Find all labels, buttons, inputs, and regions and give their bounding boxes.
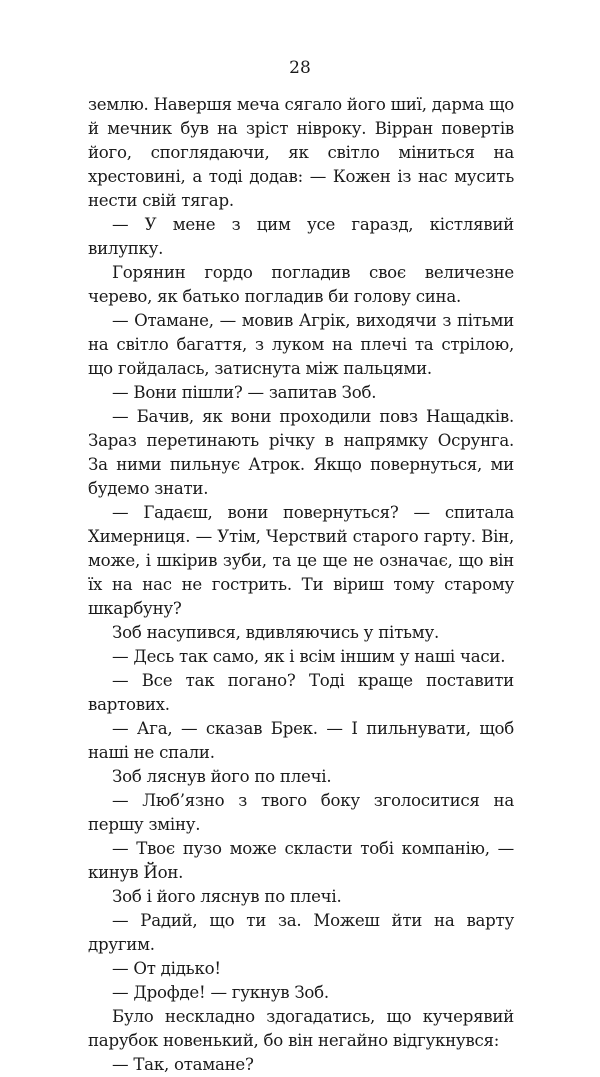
paragraph-16: — Радий, що ти за. Можеш йти на варту другим. <box>88 911 514 954</box>
paragraph-3: Горянин гордо погладив своє величезне черево, як батько погладив би голову сина. <box>88 263 514 306</box>
paragraph-15: Зоб і його ляснув по плечі. <box>112 887 342 906</box>
page-number: 28 <box>289 58 311 78</box>
paragraph-4: — Отамане, — мовив Агрік, виходячи з пітьми на світло багаття, з луком на плечі та стрілою, що гойдалась, затиснута між пальцями. <box>88 311 514 378</box>
paragraph-17: — От дідько! <box>112 959 221 978</box>
body-text <box>88 93 514 1077</box>
paragraph-11: — Ага, — сказав Брек. — І пильнувати, щоб наші не спали. <box>88 719 514 762</box>
paragraph-6: — Бачив, як вони проходили повз Нащадків. Зараз перетинають річку в напрямку Осрунга. За ними пильнує Атрок. Якщо повернуться, ми будемо знати. <box>88 407 514 498</box>
paragraph-10: — Все так погано? Тоді краще поставити вартових. <box>88 671 514 714</box>
paragraph-19: Було нескладно здогадатись, що кучерявий парубок новенький, бо він негайно відгукнувся: <box>88 1007 514 1050</box>
paragraph-9: — Десь так само, як і всім іншим у наші часи. <box>112 647 506 666</box>
paragraph-14: — Твоє пузо може скласти тобі компанію, — кинув Йон. <box>88 839 514 882</box>
paragraph-13: — Люб’язно з твого боку зголоситися на першу зміну. <box>88 791 514 834</box>
paragraph-20: — Так, отамане? <box>112 1055 254 1074</box>
paragraph-8: Зоб насупився, вдивляючись у пітьму. <box>112 623 439 642</box>
paragraph-1: землю. Навершя меча сягало його шиї, дарма що й мечник був на зріст нівроку. Вірран повертів його, споглядаючи, як світло міниться на хрестовині, а тоді додав: — Кожен із нас мусить нести свій тягар. <box>88 95 514 210</box>
paragraph-12: Зоб ляснув його по плечі. <box>112 767 332 786</box>
paragraph-2: — У мене з цим усе гаразд, кістлявий вилупку. <box>88 215 514 258</box>
paragraph-18: — Дрофде! — гукнув Зоб. <box>112 983 329 1002</box>
paragraph-5: — Вони пішли? — запитав Зоб. <box>112 383 377 402</box>
paragraph-7: — Гадаєш, вони повернуться? — спитала Химерниця. — Утім, Черствий старого гарту. Він, може, і шкірив зуби, та це ще не означає, що він їх на нас не гострить. Ти віриш тому старому шкарбуну? <box>88 503 514 618</box>
